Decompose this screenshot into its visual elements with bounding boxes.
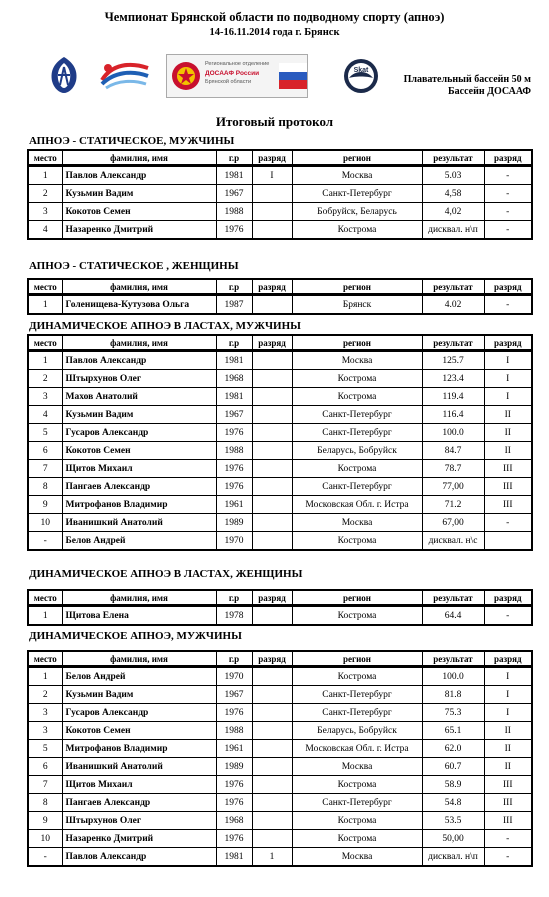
table-cell: 1981 [216,166,252,185]
column-header: г.р [216,590,252,606]
section-title: ДИНАМИЧЕСКОЕ АПНОЭ В ЛАСТАХ, ЖЕНЩИНЫ [29,568,303,580]
table-cell [252,667,292,686]
table-cell: 67,00 [422,514,484,532]
table-cell [252,442,292,460]
table-cell [484,532,532,551]
table-row [28,722,532,740]
table-cell: 53.5 [422,812,484,830]
table-cell: Иванишкий Анатолий [62,514,216,532]
column-header: фамилия, имя [62,590,216,606]
table-cell [252,460,292,478]
table-cell: III [484,776,532,794]
table-cell: - [484,203,532,221]
column-header: фамилия, имя [62,150,216,166]
table-cell: 75.3 [422,704,484,722]
column-header: результат [422,150,484,166]
table-cell: 100.0 [422,424,484,442]
table-row [28,496,532,514]
table-header-row [28,150,532,166]
table-cell: дисквал. н\п [422,221,484,240]
table-cell: Штырхунов Олег [62,370,216,388]
table-cell: Санкт-Петербург [292,704,422,722]
table-cell: 125.7 [422,351,484,370]
table-row [28,812,532,830]
table-cell: III [484,496,532,514]
table-cell [252,686,292,704]
table-cell: 1976 [216,478,252,496]
table-cell: - [484,295,532,315]
table-cell: - [484,185,532,203]
table-cell: Голенищева-Кутузова Ольга [62,295,216,315]
table-cell: 1961 [216,496,252,514]
table-row [28,370,532,388]
column-header: место [28,150,62,166]
table-cell: II [484,722,532,740]
table-row [28,351,532,370]
table-row [28,848,532,867]
table-cell: Белов Андрей [62,532,216,551]
table-cell: 119.4 [422,388,484,406]
table-row [28,667,532,686]
table-cell: Беларусь, Бобруйск [292,442,422,460]
table-cell: 84.7 [422,442,484,460]
column-header: разряд [252,651,292,667]
table-cell: 6 [28,442,62,460]
section-title: ДИНАМИЧЕСКОЕ АПНОЭ, МУЖЧИНЫ [29,630,242,642]
column-header: место [28,335,62,351]
table-cell: Кострома [292,370,422,388]
table-cell: 4,58 [422,185,484,203]
column-header: г.р [216,651,252,667]
russian-flag-icon [279,63,307,89]
table-row [28,203,532,221]
table-cell: 5 [28,424,62,442]
column-header: г.р [216,335,252,351]
table-cell: дисквал. н\с [422,532,484,551]
results-table [27,334,533,551]
table-cell: 1967 [216,185,252,203]
table-cell: 3 [28,704,62,722]
table-cell [252,424,292,442]
document-title: Чемпионат Брянской области по подводному спорту (апноэ) [104,10,445,24]
dosaaf-text-line3: Брянской области [205,79,252,85]
table-cell: Павлов Александр [62,166,216,185]
table-row [28,514,532,532]
table-row [28,295,532,315]
table-row [28,460,532,478]
table-row [28,478,532,496]
table-header-row [28,651,532,667]
table-cell: 3 [28,388,62,406]
table-row [28,686,532,704]
table-row [28,704,532,722]
table-cell: Митрофанов Владимир [62,496,216,514]
table-cell: 1968 [216,370,252,388]
column-header: место [28,279,62,295]
table-cell: 64.4 [422,606,484,626]
table-cell: I [484,704,532,722]
table-cell: Щитова Елена [62,606,216,626]
table-cell [252,532,292,551]
table-cell: Белов Андрей [62,667,216,686]
table-cell: 1988 [216,722,252,740]
table-cell [252,221,292,240]
column-header: результат [422,279,484,295]
table-cell [252,794,292,812]
dosaaf-emblem-icon [171,58,201,94]
table-cell: 1987 [216,295,252,315]
table-cell: 1976 [216,221,252,240]
table-cell: I [484,667,532,686]
section-title: ДИНАМИЧЕСКОЕ АПНОЭ В ЛАСТАХ, МУЖЧИНЫ [29,320,301,332]
results-table [27,149,533,240]
table-cell: 5.03 [422,166,484,185]
table-cell: Павлов Александр [62,351,216,370]
table-cell: II [484,406,532,424]
table-cell: III [484,812,532,830]
table-cell: 81.8 [422,686,484,704]
column-header: фамилия, имя [62,335,216,351]
table-cell: II [484,424,532,442]
table-cell: Кострома [292,776,422,794]
venue-info [404,74,531,98]
table-cell: - [484,830,532,848]
table-cell: I [484,388,532,406]
column-header: результат [422,335,484,351]
column-header: разряд [252,150,292,166]
table-cell: I [484,351,532,370]
table-cell [252,370,292,388]
table-cell: Брянск [292,295,422,315]
table-cell: Санкт-Петербург [292,185,422,203]
table-cell: 1978 [216,606,252,626]
table-cell: 1 [28,667,62,686]
table-cell: 1989 [216,758,252,776]
table-cell: - [484,514,532,532]
table-cell: 3 [28,203,62,221]
federation-emblem-logo [46,55,82,95]
table-cell: 1970 [216,667,252,686]
table-cell: 1 [28,351,62,370]
column-header: разряд [484,335,532,351]
table-cell: 1976 [216,830,252,848]
table-cell: Гусаров Александр [62,704,216,722]
table-cell: 1976 [216,424,252,442]
table-cell: 1976 [216,794,252,812]
table-cell: Санкт-Петербург [292,406,422,424]
table-cell: 1988 [216,442,252,460]
table-cell: 1981 [216,351,252,370]
table-row [28,406,532,424]
table-row [28,740,532,758]
table-cell [252,722,292,740]
table-cell: II [484,442,532,460]
table-cell: 1 [252,848,292,867]
table-cell: II [484,758,532,776]
table-cell: - [28,848,62,867]
table-cell: - [484,166,532,185]
table-cell [252,388,292,406]
venue-name: Бассейн ДОСААФ [448,86,531,97]
sport-federation-logo [98,58,152,92]
results-section [0,628,549,867]
table-cell: 116.4 [422,406,484,424]
table-header-row [28,335,532,351]
column-header: разряд [484,150,532,166]
results-table [27,589,533,626]
document-subtitle: 14-16.11.2014 года г. Брянск [209,27,340,38]
table-cell: 60.7 [422,758,484,776]
table-cell: I [252,166,292,185]
table-cell [252,406,292,424]
table-cell: Москва [292,758,422,776]
table-cell: 78.7 [422,460,484,478]
column-header: фамилия, имя [62,279,216,295]
table-cell: Москва [292,514,422,532]
table-cell [252,606,292,626]
table-cell: Санкт-Петербург [292,794,422,812]
table-cell: III [484,460,532,478]
dosaaf-banner-logo [166,54,308,98]
table-cell [252,351,292,370]
table-cell [252,812,292,830]
table-cell: - [484,606,532,626]
table-cell: Кострома [292,532,422,551]
column-header: г.р [216,279,252,295]
table-cell: Московская Обл. г. Истра [292,740,422,758]
column-header: место [28,651,62,667]
results-table [27,278,533,315]
table-cell: 8 [28,794,62,812]
table-cell: Щитов Михаил [62,460,216,478]
table-cell: 4 [28,221,62,240]
column-header: место [28,590,62,606]
table-cell [252,704,292,722]
table-cell: 123.4 [422,370,484,388]
table-cell [252,203,292,221]
table-cell [252,740,292,758]
table-cell: 1961 [216,740,252,758]
table-cell [252,776,292,794]
column-header: регион [292,651,422,667]
table-cell: 2 [28,185,62,203]
column-header: г.р [216,150,252,166]
table-cell: Москва [292,166,422,185]
table-cell: Кострома [292,388,422,406]
table-cell: 1976 [216,704,252,722]
venue-pool: Плавательный бассейн 50 м [403,74,531,85]
table-cell: Щитов Михаил [62,776,216,794]
protocol-title: Итоговый протокол [215,114,334,129]
column-header: результат [422,590,484,606]
table-cell: 10 [28,514,62,532]
table-cell [252,830,292,848]
results-section [0,566,549,626]
column-header: регион [292,335,422,351]
table-cell: 2 [28,686,62,704]
table-cell [252,185,292,203]
results-section [0,318,549,551]
table-cell: - [484,221,532,240]
table-cell: III [484,794,532,812]
table-cell [252,295,292,315]
table-cell [252,514,292,532]
table-cell: Пангаев Александр [62,478,216,496]
table-row [28,794,532,812]
table-cell: Кузьмин Вадим [62,185,216,203]
table-cell: 1 [28,295,62,315]
table-cell: 9 [28,496,62,514]
skat-logo-label: Skat [353,67,369,74]
table-cell: Кузьмин Вадим [62,406,216,424]
table-cell: 1976 [216,776,252,794]
table-cell: дисквал. н\п [422,848,484,867]
table-cell: Кострома [292,830,422,848]
table-cell: 62.0 [422,740,484,758]
table-cell: Махов Анатолий [62,388,216,406]
table-cell: 1 [28,166,62,185]
results-table [27,650,533,867]
table-cell: 2 [28,370,62,388]
table-cell: 3 [28,722,62,740]
table-cell: 65.1 [422,722,484,740]
column-header: результат [422,651,484,667]
table-cell: Кузьмин Вадим [62,686,216,704]
table-row [28,185,532,203]
column-header: разряд [484,279,532,295]
table-cell: 1 [28,606,62,626]
table-cell: 6 [28,758,62,776]
table-cell: - [28,532,62,551]
table-cell: Кострома [292,667,422,686]
table-cell: Павлов Александр [62,848,216,867]
table-cell: Гусаров Александр [62,424,216,442]
table-cell: 1967 [216,686,252,704]
table-cell: Санкт-Петербург [292,478,422,496]
table-cell: 50,00 [422,830,484,848]
table-cell: 7 [28,776,62,794]
dosaaf-text-line1: Региональное отделение [205,61,270,67]
skat-club-logo [343,58,379,94]
table-cell: 5 [28,740,62,758]
table-cell: 4.02 [422,295,484,315]
table-cell: Санкт-Петербург [292,686,422,704]
table-cell: Беларусь, Бобруйск [292,722,422,740]
table-cell: Митрофанов Владимир [62,740,216,758]
table-cell: I [484,686,532,704]
table-cell: III [484,478,532,496]
table-cell: Назаренко Дмитрий [62,830,216,848]
table-cell: Санкт-Петербург [292,424,422,442]
column-header: разряд [252,590,292,606]
table-cell: 8 [28,478,62,496]
table-row [28,830,532,848]
results-section [0,133,549,240]
results-section [0,258,549,315]
table-cell: 1970 [216,532,252,551]
table-cell: Кострома [292,812,422,830]
table-cell [252,496,292,514]
table-row [28,442,532,460]
table-cell: 1967 [216,406,252,424]
table-cell: Штырхунов Олег [62,812,216,830]
table-cell: Москва [292,848,422,867]
table-cell: 1981 [216,388,252,406]
table-cell: Кокотов Семен [62,203,216,221]
column-header: разряд [252,335,292,351]
column-header: разряд [484,590,532,606]
table-cell: Кострома [292,606,422,626]
table-cell: Кокотов Семен [62,442,216,460]
table-header-row [28,590,532,606]
table-header-row [28,279,532,295]
table-cell: Кострома [292,460,422,478]
table-cell: 1976 [216,460,252,478]
table-cell: 9 [28,812,62,830]
table-row [28,424,532,442]
section-title: АПНОЭ - СТАТИЧЕСКОЕ, МУЖЧИНЫ [29,135,235,147]
table-cell: Иванишкий Анатолий [62,758,216,776]
table-cell: 1988 [216,203,252,221]
table-cell: - [484,848,532,867]
table-cell: Назаренко Дмитрий [62,221,216,240]
table-cell: Кострома [292,221,422,240]
table-cell: Москва [292,351,422,370]
table-cell: 1968 [216,812,252,830]
table-cell: 4 [28,406,62,424]
table-cell: Бобруйск, Беларусь [292,203,422,221]
table-row [28,388,532,406]
table-cell: 1989 [216,514,252,532]
table-cell: 71.2 [422,496,484,514]
table-cell [252,478,292,496]
column-header: регион [292,150,422,166]
table-cell: 54.8 [422,794,484,812]
table-cell: Пангаев Александр [62,794,216,812]
table-row [28,758,532,776]
column-header: разряд [252,279,292,295]
column-header: регион [292,590,422,606]
table-cell [252,758,292,776]
table-cell: 4,02 [422,203,484,221]
column-header: регион [292,279,422,295]
table-cell: 1981 [216,848,252,867]
table-row [28,532,532,551]
table-cell: Московская Обл. г. Истра [292,496,422,514]
table-row [28,776,532,794]
table-cell: 7 [28,460,62,478]
table-cell: 100.0 [422,667,484,686]
section-title: АПНОЭ - СТАТИЧЕСКОЕ , ЖЕНЩИНЫ [29,260,239,272]
table-row [28,606,532,626]
column-header: фамилия, имя [62,651,216,667]
table-cell: I [484,370,532,388]
table-cell: 58.9 [422,776,484,794]
column-header: разряд [484,651,532,667]
table-cell: Кокотов Семен [62,722,216,740]
table-cell: II [484,740,532,758]
table-cell: 10 [28,830,62,848]
dosaaf-text-line2: ДОСААФ России [205,70,260,77]
table-cell: 77,00 [422,478,484,496]
table-row [28,166,532,185]
table-row [28,221,532,240]
